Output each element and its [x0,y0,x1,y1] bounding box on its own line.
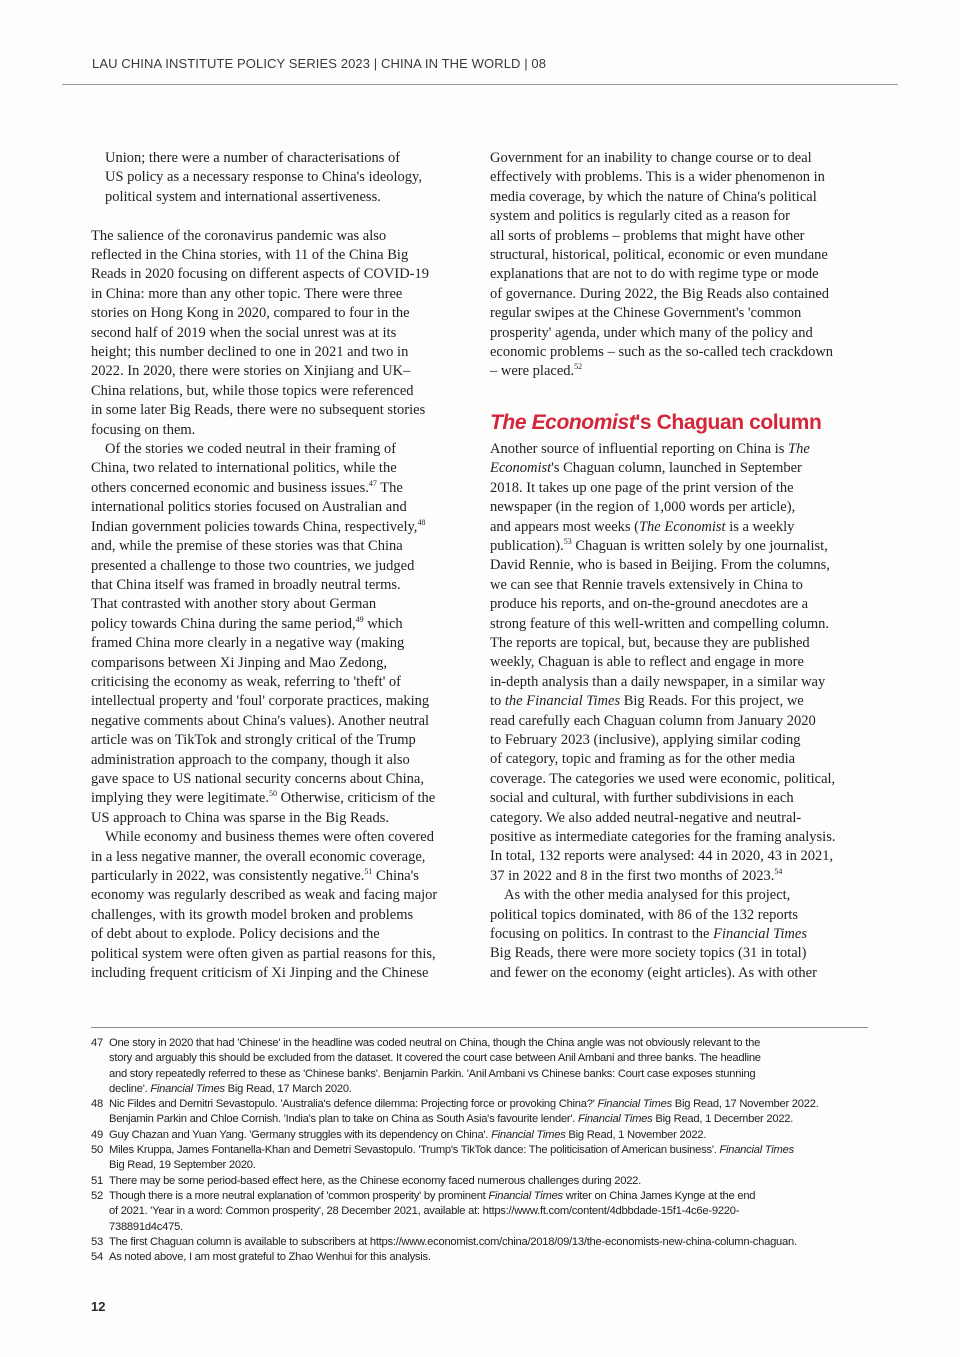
text-fragment: Miles Kruppa, James Fontanella-Khan and Demetri Sevastopulo. 'Trump's TikTok dance: The politicisation of American business'. [109,1144,720,1157]
text-fragment: decline'. [109,1082,151,1095]
text-fragment: Nic Fildes and Demitri Sevastopulo. 'Australia's defence dilemma: Projecting force or provoking China?' [109,1098,598,1111]
paragraph-neutral-stories [91,440,475,828]
text-line: of governance. During 2022, the Big Reads also contained [490,285,830,302]
footnote-line: Big Read, 19 September 2020. [109,1159,256,1172]
text-line: focusing on them. [91,421,196,438]
text-fragment: Though there is a more neutral explanation of 'common prosperity' by prominent [109,1189,489,1202]
text-line: coverage. The categories we used were economic, political, [490,770,836,787]
footnote-number: 49 [91,1128,103,1141]
text-line: weekly, Chaguan is able to reflect and engage in more [490,654,804,671]
text-line [490,362,870,381]
text-line [91,789,475,808]
text-line: negative comments about China's values). Another neutral [91,712,430,729]
text-line: China relations, but, while those topics were referenced [91,382,414,399]
text-line [490,440,870,459]
footnote-divider [91,1027,868,1028]
text-fragment: which [363,615,403,632]
running-header: LAU CHINA INSTITUTE POLICY SERIES 2023 | CHINA IN THE WORLD | 08 [92,56,547,71]
footnote-51 [91,1174,871,1189]
text-line: In total, 132 reports were analysed: 44 in 2020, 43 in 2021, [490,848,834,865]
text-line [490,518,870,537]
text-line: explanations that are not to do with regime type or mode [490,266,819,283]
text-line: system and politics is regularly cited as a reason for [490,208,790,225]
text-line: Union; there were a number of characterisations of [105,150,401,166]
italic-fragment: Financial Times [713,926,807,943]
text-line: The salience of the coronavirus pandemic was also [91,227,387,244]
text-line: gave space to US national security concerns about China, [91,770,424,787]
text-line: political topics dominated, with 86 of the 132 reports [490,906,799,923]
footnote-ref[interactable]: 53 [563,537,572,547]
text-fragment: implying they were legitimate. [91,790,269,807]
text-line: political system were often given as partial reasons for this, [91,945,436,962]
left-column [91,149,475,983]
text-line [490,459,870,478]
text-line: we can see that Rennie travels extensively in China to [490,576,803,593]
footnote-48 [91,1097,871,1128]
text-line: 2018. It takes up one page of the print version of the [490,479,794,496]
text-fragment: and appears most weeks ( [490,518,639,535]
text-fragment: Benjamin Parkin and Chloe Cornish. 'India's plan to take on China as South Asia's favourite lender'. [109,1113,578,1126]
text-line: Big Reads, there were more society topics (31 in total) [490,945,807,962]
text-fragment: Big Read, 1 November 2022. [565,1128,707,1141]
text-fragment: to [490,693,505,710]
text-line: US policy as a necessary response to China's ideology, [105,169,422,186]
text-line: David Rennie, who is based in Beijing. From the columns, [490,557,830,574]
text-line: intellectual property and 'foul' corporate practices, making [91,693,430,710]
text-fragment: Big Read, 17 March 2020. [224,1082,352,1095]
text-line [91,479,475,498]
text-line: height; this number declined to one in 2021 and two in [91,344,409,361]
text-line: While economy and business themes were often covered [105,829,434,846]
paragraph-gap [91,207,475,226]
text-line: China, two related to international politics, while the [91,460,397,477]
text-fragment: China's [372,868,419,885]
text-fragment: The [376,479,403,496]
text-line: effectively with problems. This is a wider phenomenon in [490,169,825,186]
text-fragment: others concerned economic and business issues. [91,479,369,496]
paragraph-economy [91,828,475,983]
text-line [91,615,475,634]
text-line: to February 2023 (inclusive), applying similar coding [490,731,801,748]
text-line: all sorts of problems – problems that might have other [490,227,805,244]
text-fragment: 's Chaguan column, launched in September [551,460,802,477]
text-line: international politics stories focused on Australian and [91,499,407,516]
footnote-line[interactable]: The first Chaguan column is available to subscribers at https://www.economist.com/china/2018/09/13/the-economists-new-china-column-chaguan. [109,1235,797,1248]
text-line: Reads in 2020 focusing on different aspects of COVID-19 [91,266,429,283]
footnote-number: 51 [91,1174,103,1187]
footnote-line[interactable]: of 2021. 'Year in a word: Common prosperity', 28 December 2021, available at: https://www.ft.com/content/4dbbdade-15f1-4c6e-9220- [109,1205,740,1218]
text-line: newspaper (in the region of 1,000 words per article), [490,499,796,516]
text-line: in China: more than any other topic. There were three [91,285,403,302]
text-line: Government for an inability to change course or to deal [490,150,812,166]
block-quote [91,149,475,207]
text-line: challenges, with its growth model broken and problems [91,906,414,923]
text-line: in-depth analysis than a daily newspaper, in a similar way [490,673,826,690]
footnote-number: 54 [91,1251,103,1264]
text-fragment: focusing on politics. In contrast to the [490,926,714,943]
footnote-line [109,1112,871,1127]
italic-fragment: Financial Times [491,1128,566,1141]
footnote-number: 48 [91,1098,103,1111]
footnote-47 [91,1036,871,1097]
text-fragment: Chaguan is written solely by one journalist, [571,537,828,554]
text-line: administration approach to the company, though it also [91,751,410,768]
paragraph-chaguan [490,440,870,886]
paragraph-pandemic [91,227,475,440]
italic-fragment: Financial Times [597,1098,672,1111]
footnote-number: 50 [91,1144,103,1157]
paragraph-political-topics [490,886,870,983]
text-fragment: writer on China James Kynge at the end [562,1189,756,1202]
footnote-number: 53 [91,1235,103,1248]
footnote-line[interactable]: 738891d4c475. [109,1220,183,1233]
text-line: US approach to China was sparse in the Big Reads. [91,809,390,826]
text-line: strong feature of this well-written and compelling column. [490,615,830,632]
text-line: stories on Hong Kong in 2020, compared to four in the [91,305,410,322]
text-line: produce his reports, and on-the-ground anecdotes are a [490,596,809,613]
italic-fragment: the Financial Times [504,693,621,710]
text-line: second half of 2019 when the social unrest was at its [91,324,397,341]
footnote-line [109,1097,871,1112]
heading-rest: 's Chaguan column [635,410,822,434]
footnote-line: There may be some period-based effect here, as the Chinese economy faced numerous challenges during 2022. [109,1174,642,1187]
footnote-line [109,1128,871,1143]
footnote-line: story and arguably this should be excluded from the dataset. It covered the court case between Anil Ambani and three banks. The headline [109,1052,761,1065]
footnote-ref[interactable]: 47 [368,479,377,489]
text-fragment: is a weekly [725,518,795,535]
text-line: comparisons between Xi Jinping and Mao Zedong, [91,654,387,671]
footnote-53 [91,1235,871,1250]
text-line: prosperity' agenda, under which many of the policy and [490,324,813,341]
text-line: positive as intermediate categories for the framing analysis. [490,829,836,845]
text-line: reflected in the China stories, with 11 of the China Big [91,247,409,264]
text-line [91,867,475,886]
text-fragment: 37 in 2022 and 8 in the first two months of 2023. [490,867,775,884]
text-line: social and cultural, with further subdivisions in each [490,790,794,807]
text-line [490,537,870,556]
text-fragment: particularly in 2022, was consistently negative. [91,868,365,885]
italic-fragment: Economist [490,460,552,477]
text-fragment: Guy Chazan and Yuan Yang. 'Germany struggles with its dependency on China'. [109,1128,492,1141]
italic-fragment: Financial Times [488,1189,563,1202]
footnote-line [109,1189,871,1204]
italic-fragment: Financial Times [150,1082,225,1095]
heading-italic: The Economist [490,410,636,434]
text-line: The reports are topical, but, because they are published [490,634,810,651]
text-fragment: Otherwise, criticism of the [276,790,436,807]
right-column [490,149,870,983]
text-line: political system and international assertiveness. [105,188,381,205]
text-line: criticising the economy as weak, referring to 'theft' of [91,673,402,690]
text-line: in some later Big Reads, there were no subsequent stories [91,402,426,419]
text-line: and, while the premise of these stories was that China [91,538,403,555]
text-line: structural, historical, political, economic or even mundane [490,247,828,264]
text-fragment: publication). [490,537,564,554]
text-line: economic problems – such as the so-called tech crackdown [490,344,834,361]
text-line: in a less negative manner, the overall economic coverage, [91,848,426,865]
footnote-line: One story in 2020 that had 'Chinese' in the headline was coded neutral on China, though the China angle was not obviously relevant to the [109,1037,761,1049]
footnote-49 [91,1128,871,1143]
text-line: article was on TikTok and strongly critical of the Trump [91,732,416,749]
footnote-line [109,1082,871,1097]
text-line [490,925,870,944]
text-line: of category, topic and framing as for the other media [490,751,796,768]
footnote-number: 47 [91,1037,103,1049]
text-fragment: Another source of influential reporting on China is [490,440,788,457]
italic-fragment: The Economist [638,518,726,535]
text-line: presented a challenge to those two countries, we judged [91,557,415,574]
italic-fragment: Financial Times [719,1144,794,1157]
text-line: regular swipes at the Chinese Government's 'common [490,305,802,322]
text-fragment: – were placed. [490,363,575,380]
footnote-ref[interactable]: 49 [355,614,364,624]
footnote-ref[interactable]: 54 [774,866,783,876]
text-line: framed China more clearly in a negative way (making [91,635,405,652]
text-line [490,867,870,886]
paragraph-government [490,149,870,382]
text-line: read carefully each Chaguan column from January 2020 [490,712,816,729]
text-line: category. We also added neutral-negative and neutral- [490,809,802,826]
footnote-ref[interactable]: 52 [574,362,583,372]
text-line: including frequent criticism of Xi Jinping and the Chinese [91,965,429,982]
text-line: 2022. In 2020, there were stories on Xinjiang and UK– [91,363,411,380]
text-fragment: policy towards China during the same period, [91,615,356,632]
text-line: media coverage, by which the nature of China's political [490,188,817,205]
footnote-line: As noted above, I am most grateful to Zhao Wenhui for this analysis. [109,1251,431,1264]
footnote-52 [91,1189,871,1235]
text-line [91,518,475,537]
footnote-ref[interactable]: 48 [417,517,426,527]
footnote-50 [91,1143,871,1174]
text-fragment: Big Reads. For this project, we [620,693,804,710]
footnotes [91,1036,871,1265]
section-heading [490,382,870,440]
footnote-line: and story repeatedly referred to these as 'Chinese banks'. Benjamin Parkin. 'Anil Ambani vs Chinese banks: Court case exposes stunning [109,1067,756,1080]
footnote-ref[interactable]: 50 [268,789,277,799]
text-line: economy was regularly described as weak and facing major [91,887,438,904]
text-line: As with the other media analysed for this project, [504,887,791,904]
text-line: That contrasted with another story about German [91,596,377,613]
text-line: that China itself was framed in broadly neutral terms. [91,576,401,593]
italic-fragment: The [788,440,810,457]
text-fragment: Indian government policies towards China, respectively, [91,518,418,535]
header-divider [62,84,898,85]
text-line: Of the stories we coded neutral in their framing of [105,441,397,458]
text-line [490,692,870,711]
footnote-line [109,1143,871,1158]
footnote-number: 52 [91,1189,103,1202]
text-line: of debt about to explode. Policy decisions and the [91,926,380,943]
text-line: and fewer on the economy (eight articles). As with other [490,964,817,981]
footnote-ref[interactable]: 51 [364,867,373,877]
footnote-54 [91,1250,871,1265]
text-fragment: Big Read, 17 November 2022. [671,1098,819,1111]
page-number: 12 [91,1299,106,1314]
text-fragment: Big Read, 1 December 2022. [652,1113,794,1126]
italic-fragment: Financial Times [578,1113,653,1126]
